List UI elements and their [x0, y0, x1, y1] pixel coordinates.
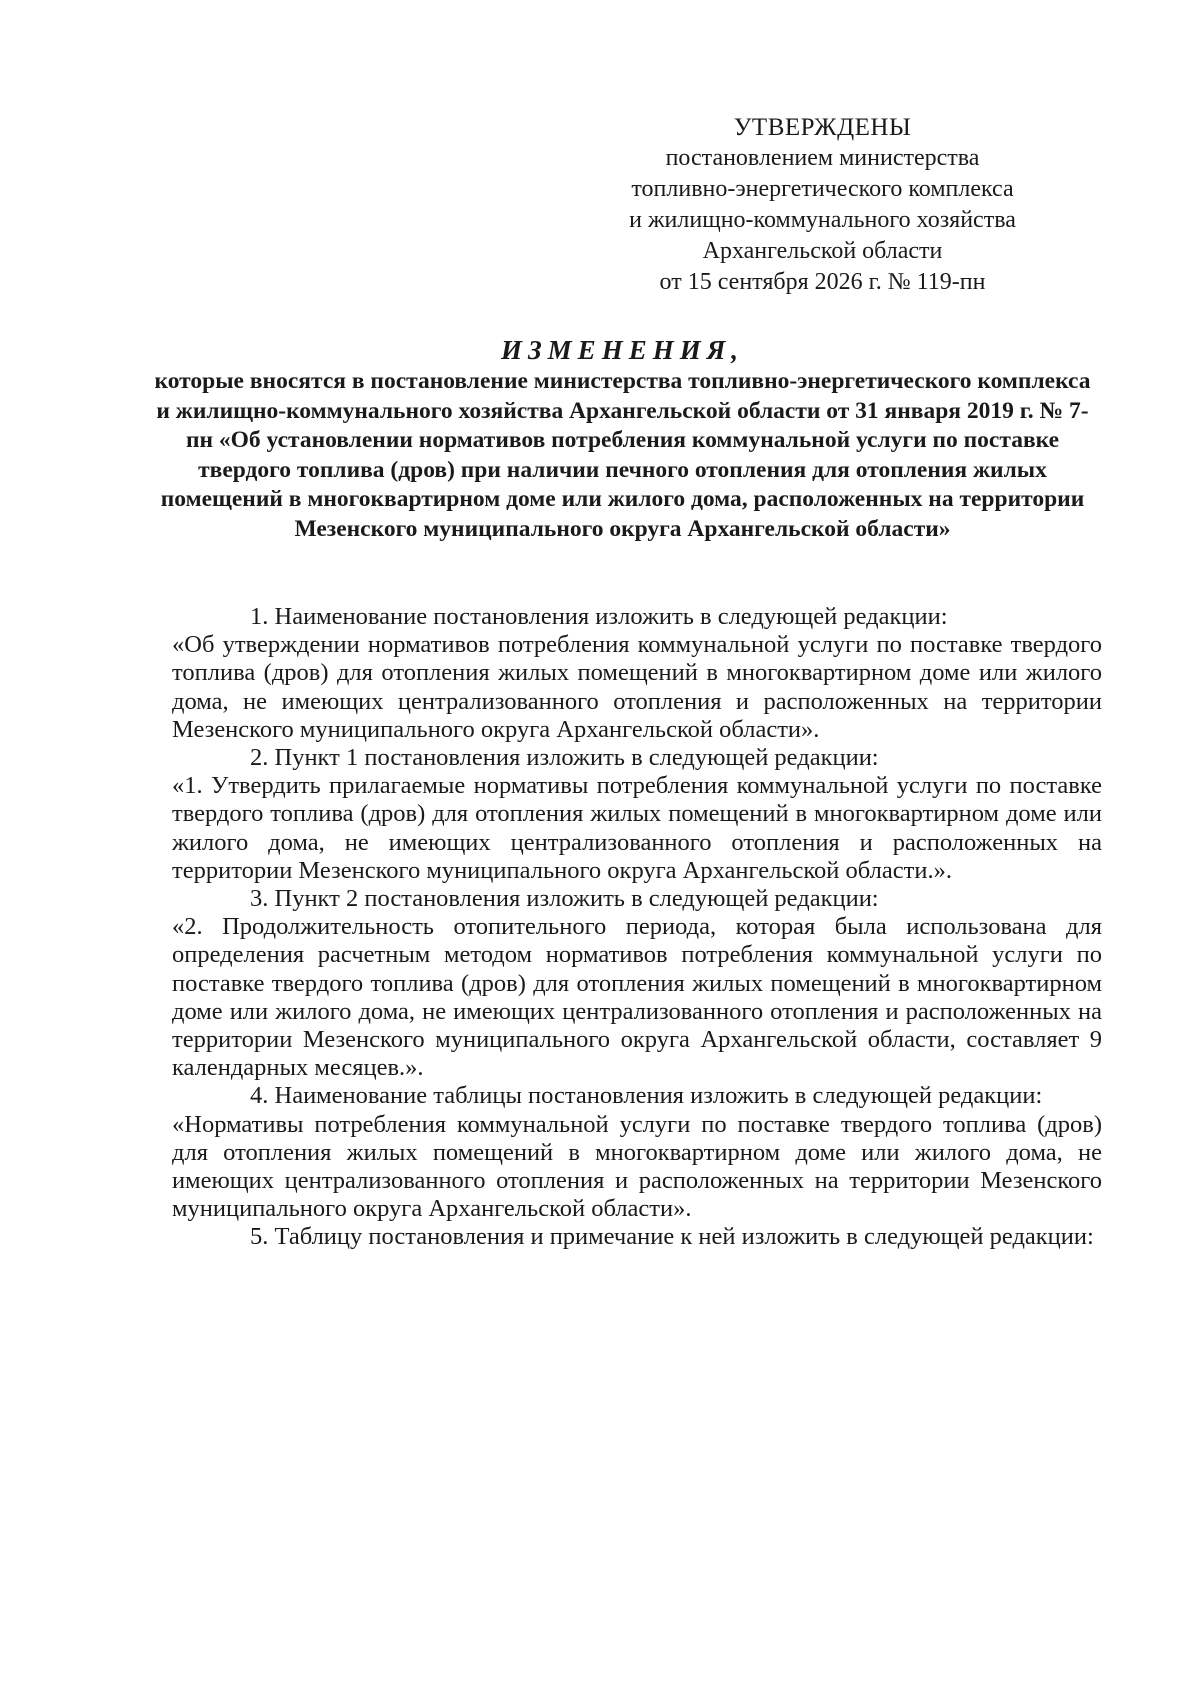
approval-stamp — [560, 112, 1085, 298]
document-body — [172, 603, 1102, 1252]
document-subtitle: которые вносятся в постановление министерства топливно-энергетического комплекса и жилищно-коммунального хозяйства Архангельской области от 31 января 2019 г. № 7-пн «Об установлении нормативов потребления коммунальной услуги по поставке твердого топлива (дров) при наличии печного отопления для отопления жилых помещений в многоквартирном доме или жилого дома, расположенных на территории Мезенского муниципального округа Архангельской области» — [154, 368, 1091, 542]
item-4-heading: 4. Наименование таблицы постановления изложить в следующей редакции: — [250, 1082, 1043, 1110]
item-2-text: «1. Утвердить прилагаемые нормативы потребления коммунальной услуги по поставке твердого топлива (дров) для отопления жилых помещений в многоквартирном доме или жилого дома, не имеющих централизованного отопления и расположенных на территории Мезенского муниципального округа Архангельской области.». — [172, 772, 1102, 884]
item-4-text: «Нормативы потребления коммунальной услуги по поставке твердого топлива (дров) для отопления жилых помещений в многоквартирном доме или жилого дома, не имеющих централизованного отопления и расположенных на территории Мезенского муниципального округа Архангельской области». — [172, 1110, 1102, 1223]
approval-date-number: от 15 сентября 2026 г. № 119-пн — [659, 269, 986, 295]
approval-heading: УТВЕРЖДЕНЫ — [733, 114, 912, 141]
item-1-text: «Об утверждении нормативов потребления коммунальной услуги по поставке твердого топлива (дров) для отопления жилых помещений в многоквартирном доме или жилого дома, не имеющих централизованного отопления и расположенных на территории Мезенского муниципального округа Архангельской области». — [172, 631, 1102, 743]
approval-line: и жилищно-коммунального хозяйства — [629, 207, 1016, 233]
item-1-heading: 1. Наименование постановления изложить в следующей редакции: — [250, 603, 948, 630]
document-title-block — [150, 333, 1095, 544]
approval-line: Архангельской области — [702, 238, 943, 264]
item-3-heading: 3. Пункт 2 постановления изложить в следующей редакции: — [250, 885, 879, 913]
approval-line: постановлением министерства — [665, 145, 980, 171]
item-5-heading: 5. Таблицу постановления и примечание к ней изложить в следующей редакции: — [250, 1223, 1094, 1251]
approval-line: топливно-энергетического комплекса — [631, 176, 1014, 202]
item-3-text: «2. Продолжительность отопительного периода, которая была использована для определения расчетным методом нормативов потребления коммунальной услуги по поставке твердого топлива (дров) для отопления жилых помещений в многоквартирном доме или жилого дома, не имеющих централизованного отопления и расположенных на территории Мезенского муниципального округа Архангельской области, составляет 9 календарных месяцев.». — [172, 913, 1102, 1082]
document-title: ИЗМЕНЕНИЯ, — [500, 335, 745, 365]
item-2-heading: 2. Пункт 1 постановления изложить в следующей редакции: — [250, 744, 879, 772]
